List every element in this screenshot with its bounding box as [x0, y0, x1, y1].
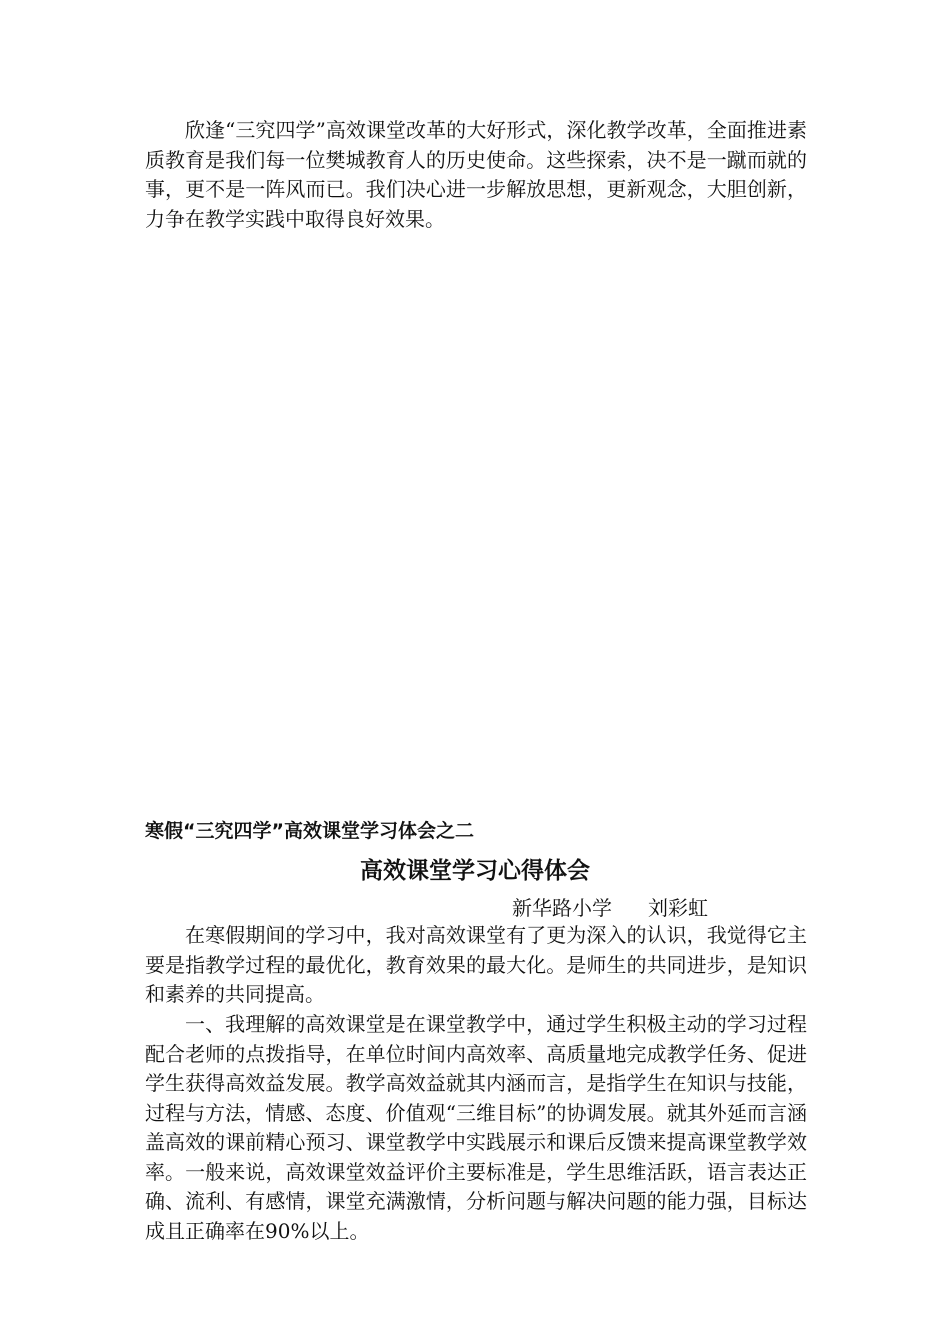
- author-name: 刘彩虹: [648, 896, 708, 920]
- top-paragraph: 欣逢“三究四学”高效课堂改革的大好形式，深化教学改革，全面推进素质教育是我们每一位樊城教育人的历史使命。这些探索，决不是一蹴而就的事，更不是一阵风而已。我们决心进一步解放思想，更新观念，大胆创新，力争在教学实践中取得良好效果。: [145, 118, 807, 231]
- article-title: 高效课堂学习心得体会: [360, 858, 590, 884]
- intro-paragraph: 在寒假期间的学习中，我对高效课堂有了更为深入的认识，我觉得它主要是指教学过程的最优化，教育效果的最大化。是师生的共同进步，是知识和素养的共同提高。: [145, 923, 807, 1006]
- section-one-paragraph: 一、我理解的高效课堂是在课堂教学中，通过学生积极主动的学习过程配合老师的点拨指导，在单位时间内高效率、高质量地完成教学任务、促进学生获得高效益发展。教学高效益就其内涵而言，是指学生在知识与技能，过程与方法，情感、态度、价值观“三维目标”的协调发展。就其外延而言涵盖高效的课前精心预习、课堂教学中实践展示和课后反馈来提高课堂教学效率。一般来说，高效课堂效益评价主要标准是，学生思维活跃，语言表达正确、流利、有感情，课堂充满激情，分析问题与解决问题的能力强，目标达成且正确率在90%以上。: [145, 1012, 807, 1243]
- byline: [512, 894, 708, 924]
- series-title: 寒假“三究四学”高效课堂学习体会之二: [145, 820, 474, 842]
- school-name: 新华路小学: [512, 896, 612, 920]
